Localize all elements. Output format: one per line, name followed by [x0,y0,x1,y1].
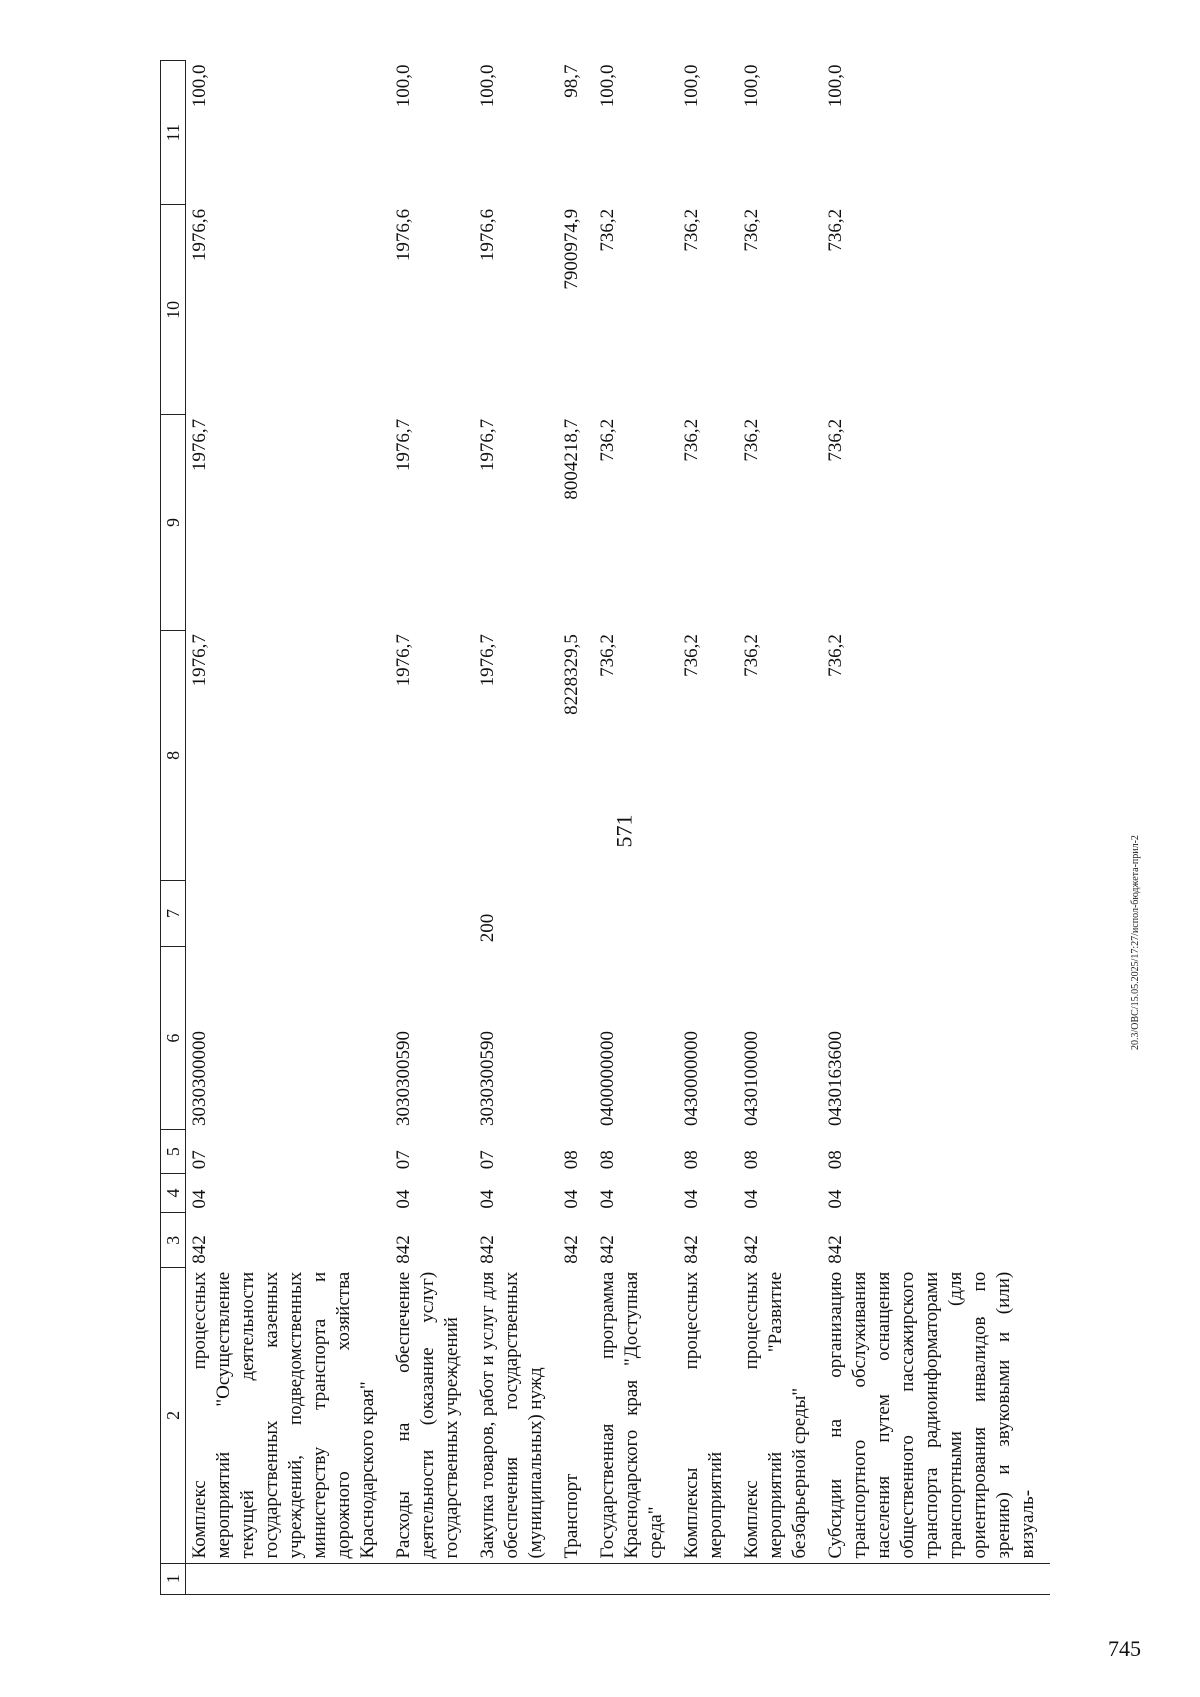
header-cell: 10 [161,205,186,415]
row-description: Расходы на обеспечение деятельности (оказание услуг) государственных учреждений [393,1271,462,1559]
footer-document-code: 20.3/ОВС/15.05.2025/17:27/испол-бюджета-прил-2 [1130,835,1141,1050]
table-row [738,61,822,1595]
row-expense-type: 200 [477,913,498,943]
header-cell: 1 [161,1563,186,1594]
header-cell: 7 [161,881,186,947]
row-admin-code: 842 [189,1235,210,1264]
row-section-code: 04 [189,1189,210,1209]
table-row [186,61,391,1595]
row-admin-code: 842 [681,1235,702,1264]
row-index-cell [474,1563,558,1594]
row-executed-amount: 1976,6 [189,208,210,262]
row-executed-amount: 1976,6 [393,208,414,262]
row-refined-amount: 736,2 [681,418,702,462]
row-execution-percent: 100,0 [189,64,210,108]
row-executed-amount: 1976,6 [477,208,498,262]
header-cell: 3 [161,1213,186,1268]
table-row [594,61,678,1595]
row-expense-type [186,881,391,947]
row-index-cell [594,1563,678,1594]
row-section-code: 04 [825,1189,846,1209]
row-expense-type [558,881,594,947]
row-section-code: 04 [561,1189,582,1209]
header-cell: 8 [161,630,186,881]
header-cell: 11 [161,61,186,205]
row-approved-amount: 736,2 [741,634,762,677]
row-executed-amount: 736,2 [681,208,702,252]
row-description: Государственная программа Краснодарского края "Доступная среда" [597,1271,666,1559]
row-execution-percent: 100,0 [681,64,702,108]
row-target-article: 0400000000 [597,1031,618,1126]
row-refined-amount: 8004218,7 [561,418,582,500]
row-expense-type [594,881,678,947]
row-subsection-code: 08 [741,1150,762,1170]
row-executed-amount: 736,2 [597,208,618,252]
row-approved-amount: 1976,7 [189,634,210,687]
row-approved-amount: 736,2 [597,634,618,677]
row-description: Комплекс процессных мероприятий "Развитие безбарьерной среды" [741,1271,810,1559]
row-execution-percent: 100,0 [597,64,618,108]
row-description: Субсидии на организацию транспортного обслуживания населения путем оснащения общественного пассажирского транспорта радиоинформаторами транспортными (для ориентирования инвалидов по зрению) и звуковыми и (или) визуаль- [825,1271,1038,1559]
row-execution-percent: 100,0 [825,64,846,108]
header-cell: 4 [161,1173,186,1212]
row-approved-amount: 8228329,5 [561,634,582,715]
row-refined-amount: 1976,7 [189,418,210,472]
row-admin-code: 842 [477,1235,498,1264]
row-index-cell [390,1563,474,1594]
row-refined-amount: 736,2 [741,418,762,462]
row-subsection-code: 07 [477,1150,498,1170]
row-section-code: 04 [681,1189,702,1209]
row-target-article: 3030300000 [189,1031,210,1126]
row-subsection-code: 07 [189,1150,210,1170]
row-target-article [558,946,594,1130]
row-refined-amount: 1976,7 [477,418,498,472]
row-description: Закупка товаров, работ и услуг для обеспечения государственных (муниципальных) нужд [477,1271,546,1559]
row-section-code: 04 [477,1189,498,1209]
row-section-code: 04 [597,1189,618,1209]
row-index-cell [822,1563,1050,1594]
row-section-code: 04 [741,1189,762,1209]
row-section-code: 04 [393,1189,414,1209]
header-cell: 5 [161,1130,186,1173]
row-description: Транспорт [561,1473,582,1559]
row-expense-type [390,881,474,947]
row-refined-amount: 736,2 [825,418,846,462]
row-index-cell [186,1563,391,1594]
row-admin-code: 842 [825,1235,846,1264]
row-expense-type [822,881,1050,947]
row-expense-type [678,881,738,947]
table-row [474,61,558,1595]
row-index-cell [678,1563,738,1594]
row-subsection-code: 08 [681,1150,702,1170]
table-row [390,61,474,1595]
header-cell: 6 [161,946,186,1130]
row-target-article: 0430100000 [741,1031,762,1126]
row-refined-amount: 1976,7 [393,418,414,472]
header-row [161,61,186,1595]
row-execution-percent: 100,0 [393,64,414,108]
header-cell: 2 [161,1268,186,1563]
row-subsection-code: 08 [561,1150,582,1170]
row-target-article: 0430000000 [681,1031,702,1126]
row-executed-amount: 736,2 [741,208,762,252]
row-approved-amount: 1976,7 [477,634,498,687]
row-subsection-code: 08 [825,1150,846,1170]
row-executed-amount: 736,2 [825,208,846,252]
row-target-article: 0430163600 [825,1031,846,1126]
rotated-table-container [160,60,1038,1595]
row-execution-percent: 100,0 [477,64,498,108]
row-refined-amount: 736,2 [597,418,618,462]
budget-table [160,60,1050,1595]
row-description: Комплекс процессных мероприятий "Осуществление текущей деятельности государственных казенных учреждений, подведомственных министерству транспорта и дорожного хозяйства Краснодарского края" [189,1271,378,1559]
row-target-article: 3030300590 [477,1031,498,1126]
row-approved-amount: 736,2 [681,634,702,677]
table-body [186,61,1051,1595]
row-subsection-code: 08 [597,1150,618,1170]
header-cell: 9 [161,415,186,630]
row-subsection-code: 07 [393,1150,414,1170]
row-index-cell [738,1563,822,1594]
row-approved-amount: 736,2 [825,634,846,677]
table-row [822,61,1050,1595]
row-execution-percent: 100,0 [741,64,762,108]
row-admin-code: 842 [741,1235,762,1264]
row-admin-code: 842 [597,1235,618,1264]
page-number-bottom: 745 [1108,1636,1141,1661]
page-number-top: 571 [611,814,637,848]
row-expense-type [738,881,822,947]
row-approved-amount: 1976,7 [393,634,414,687]
row-executed-amount: 7900974,9 [561,208,582,290]
row-admin-code: 842 [561,1235,582,1264]
table-row [678,61,738,1595]
table-row [558,61,594,1595]
row-admin-code: 842 [393,1235,414,1264]
row-execution-percent: 98,7 [561,64,582,98]
row-description: Комплексы процессных мероприятий [681,1271,726,1559]
row-target-article: 3030300590 [393,1031,414,1126]
row-index-cell [558,1563,594,1594]
